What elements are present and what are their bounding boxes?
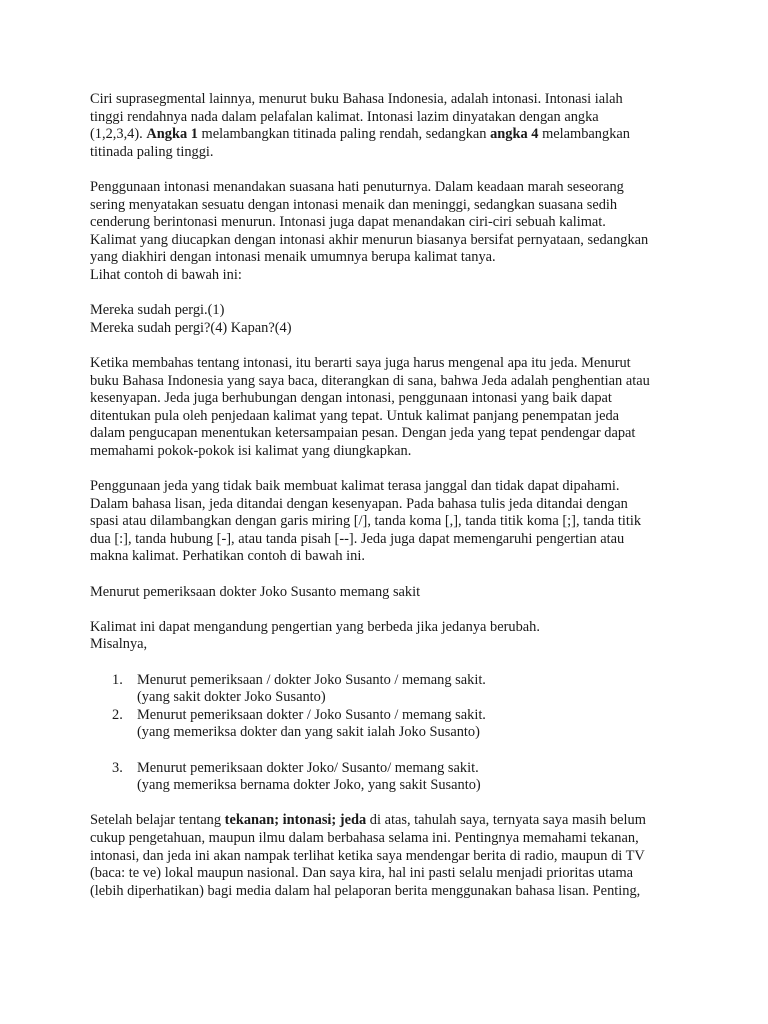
document-page — [90, 91, 690, 900]
list-item-sentence: Menurut pemeriksaan / dokter Joko Susanto / memang sakit. — [137, 671, 486, 688]
text-line: tinggi rendahnya nada dalam pelafalan kalimat. Intonasi lazim dinyatakan dengan angka — [90, 108, 599, 125]
text-run: melambangkan — [538, 126, 630, 143]
bold-term-angka-1: Angka 1 — [146, 126, 198, 143]
bold-term-angka-4: angka 4 — [490, 126, 539, 143]
list-item-sentence: Menurut pemeriksaan dokter Joko/ Susanto/ memang sakit. — [137, 759, 479, 776]
list-number: 2. — [112, 706, 123, 723]
list-item-note: (yang sakit dokter Joko Susanto) — [137, 689, 326, 706]
text-line: Menurut pemeriksaan dokter Joko Susanto memang sakit — [90, 583, 421, 600]
paragraph-examples — [90, 302, 690, 337]
text-line: kesenyapan. Jeda juga berhubungan dengan intonasi, penggunaan intonasi yang baik dapat — [90, 390, 612, 407]
list-number: 1. — [112, 671, 123, 688]
list-number: 3. — [112, 759, 123, 776]
numbered-example-list — [90, 672, 690, 795]
text-line: dua [:], tanda hubung [-], atau tanda pisah [--]. Jeda juga dapat memengaruhi pengertian atau — [90, 530, 625, 547]
text-line: Penggunaan jeda yang tidak baik membuat kalimat terasa janggal dan tidak dapat dipahami. — [90, 478, 620, 495]
text-line: ditentukan pula oleh penjedaan kalimat yang tepat. Untuk kalimat panjang penempatan jeda — [90, 407, 620, 424]
text-line: Kalimat ini dapat mengandung pengertian yang berbeda jika jedanya berubah. — [90, 618, 540, 635]
text-line: intonasi, dan jeda ini akan nampak terlihat ketika saya mendengar berita di radio, maupun di TV — [90, 847, 645, 864]
paragraph-conclusion — [90, 812, 690, 900]
text-line: Lihat contoh di bawah ini: — [90, 266, 242, 283]
example-line: Mereka sudah pergi?(4) Kapan?(4) — [90, 319, 292, 336]
list-item — [90, 760, 690, 795]
text-run: melambangkan titinada paling rendah, sedangkan — [197, 126, 491, 143]
text-line: Dalam bahasa lisan, jeda ditandai dengan kesenyapan. Pada bahasa tulis jeda ditandai dengan — [90, 495, 628, 512]
bold-terms: tekanan; intonasi; jeda — [224, 812, 367, 829]
text-run: Setelah belajar tentang — [90, 812, 225, 829]
example-line: Mereka sudah pergi.(1) — [90, 302, 225, 319]
text-line: cukup pengetahuan, maupun ilmu dalam berbahasa selama ini. Pentingnya memahami tekanan, — [90, 829, 639, 846]
paragraph-jeda-definition — [90, 355, 690, 461]
text-line: memahami pokok-pokok isi kalimat yang diungkapkan. — [90, 442, 412, 459]
text-line: Ciri suprasegmental lainnya, menurut buku Bahasa Indonesia, adalah intonasi. Intonasi ialah — [90, 91, 623, 107]
text-line: Kalimat yang diucapkan dengan intonasi akhir menurun biasanya bersifat pernyataan, sedangkan — [90, 231, 649, 248]
text-line — [90, 126, 690, 144]
list-item-note: (yang memeriksa bernama dokter Joko, yang sakit Susanto) — [137, 777, 481, 794]
text-line: dalam pengucapan menentukan ketersampaian pesan. Dengan jeda yang tepat pendengar dapat — [90, 425, 636, 442]
paragraph-intonation-usage — [90, 179, 690, 285]
text-line: Misalnya, — [90, 636, 148, 653]
list-item-sentence: Menurut pemeriksaan dokter / Joko Susanto / memang sakit. — [137, 706, 486, 723]
list-item-note: (yang memeriksa dokter dan yang sakit ialah Joko Susanto) — [137, 724, 480, 741]
list-item — [90, 672, 690, 707]
paragraph-intonation-intro — [90, 91, 690, 161]
text-line — [90, 812, 690, 830]
text-run: di atas, tahulah saya, ternyata saya masih belum — [366, 812, 646, 829]
text-line: spasi atau dilambangkan dengan garis miring [/], tanda koma [,], tanda titik koma [;], tanda titik — [90, 513, 642, 530]
text-line: yang diakhiri dengan intonasi menaik umumnya berupa kalimat tanya. — [90, 249, 496, 266]
text-run: (1,2,3,4). — [90, 126, 147, 143]
text-line: buku Bahasa Indonesia yang saya baca, diterangkan di sana, bahwa Jeda adalah penghentian atau — [90, 372, 650, 389]
paragraph-meaning-change — [90, 619, 690, 654]
paragraph-jeda-usage — [90, 478, 690, 566]
text-line: titinada paling tinggi. — [90, 143, 214, 160]
text-line: (baca: te ve) lokal maupun nasional. Dan saya kira, hal ini pasti selalu menjadi prioritas utama — [90, 865, 634, 882]
text-line: Ketika membahas tentang intonasi, itu berarti saya juga harus mengenal apa itu jeda. Menurut — [90, 354, 631, 371]
text-line: cenderung berintonasi menurun. Intonasi juga dapat menandakan ciri-ciri sebuah kalimat. — [90, 214, 606, 231]
text-line: Penggunaan intonasi menandakan suasana hati penuturnya. Dalam keadaan marah seseorang — [90, 178, 624, 195]
text-line: makna kalimat. Perhatikan contoh di bawah ini. — [90, 548, 365, 565]
text-line: (lebih diperhatikan) bagi media dalam hal pelaporan berita menggunakan bahasa lisan. Penting, — [90, 882, 641, 899]
paragraph-example-sentence — [90, 584, 690, 602]
text-line: sering menyatakan sesuatu dengan intonasi menaik dan meninggi, sedangkan suasana sedih — [90, 196, 618, 213]
list-item — [90, 707, 690, 742]
